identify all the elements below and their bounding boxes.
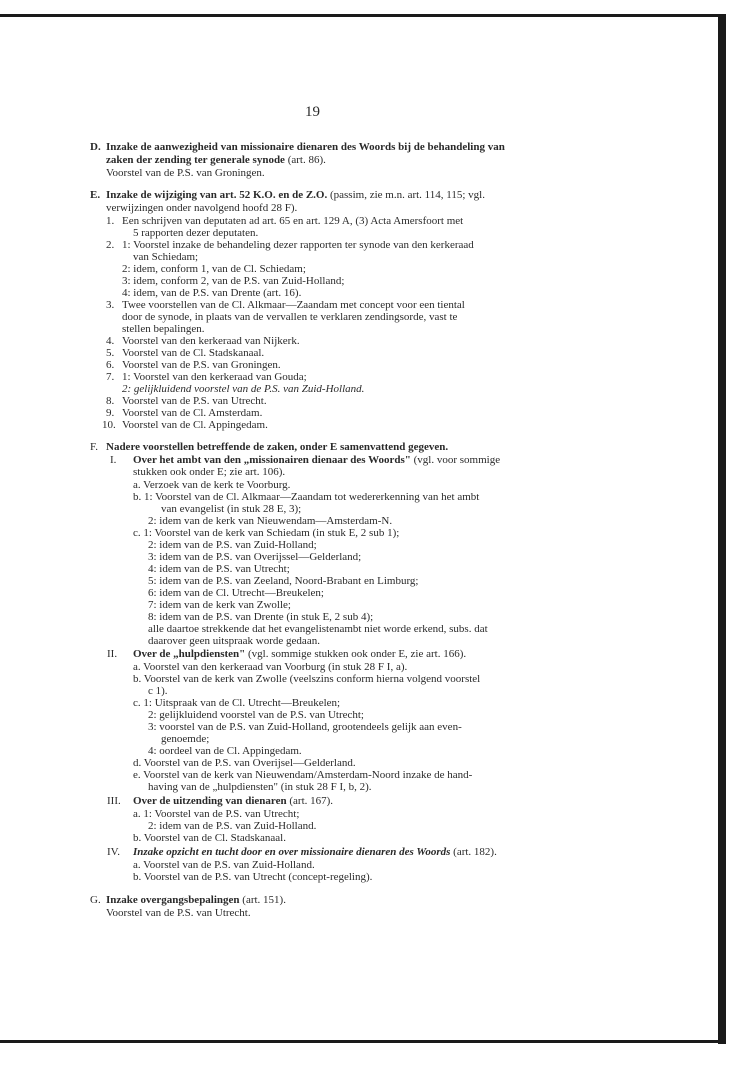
e-item-text: door de synode, in plaats van de vervallen te verklaren zendingsorde, vast te [122, 311, 458, 323]
f-i-title-line2: stukken ook onder E; zie art. 106). [133, 466, 286, 478]
e-item-text: 2: idem, conform 1, van de Cl. Schiedam; [122, 263, 306, 275]
section-e-title-line2: verwijzingen onder navolgend hoofd 28 F). [106, 202, 298, 214]
e-item-text: 4: idem, van de P.S. van Drente (art. 16). [122, 287, 302, 299]
f-ii-line: 4: oordeel van de Cl. Appingedam. [148, 745, 302, 757]
scan-border-top [0, 14, 722, 17]
f-i-roman: I. [110, 454, 117, 466]
f-i-line: 5: idem van de P.S. van Zeeland, Noord-Brabant en Limburg; [148, 575, 419, 587]
e-item-text: 1: Voorstel van den kerkeraad van Gouda; [122, 371, 307, 383]
f-ii-line: c 1). [148, 685, 168, 697]
e-item-num: 5. [106, 347, 115, 359]
f-ii-line: genoemde; [161, 733, 210, 745]
e-item-num: 4. [106, 335, 115, 347]
f-i-line: a. Verzoek van de kerk te Voorburg. [133, 479, 291, 491]
f-iii-line: 2: idem van de P.S. van Zuid-Holland. [148, 820, 317, 832]
f-i-title: Over het ambt van den „missionairen dienaar des Woords" (vgl. voor sommige [133, 454, 501, 466]
scan-border-right [718, 14, 726, 1044]
f-i-line: 2: idem van de P.S. van Zuid-Holland; [148, 539, 317, 551]
e-item-num: 7. [106, 371, 115, 383]
section-f-title: Nadere voorstellen betreffende de zaken, onder E samenvattend gegeven. [106, 441, 449, 453]
section-e-title: Inzake de wijziging van art. 52 K.O. en de Z.O. (passim, zie m.n. art. 114, 115; vgl. [106, 189, 485, 201]
section-g-title: Inzake overgangsbepalingen (art. 151). [106, 894, 286, 906]
section-d-title: Inzake de aanwezigheid van missionaire dienaren des Woords bij de behandeling van [106, 141, 505, 153]
section-d-letter: D. [90, 141, 101, 153]
f-i-line: 4: idem van de P.S. van Utrecht; [148, 563, 290, 575]
e-item-num: 8. [106, 395, 115, 407]
scan-border-bottom [0, 1040, 726, 1043]
section-f-letter: F. [90, 441, 98, 453]
f-iii-title: Over de uitzending van dienaren (art. 167). [133, 795, 334, 807]
e-item-num: 9. [106, 407, 115, 419]
f-iv-title: Inzake opzicht en tucht door en over missionaire dienaren des Woords (art. 182). [133, 846, 497, 858]
f-i-line: 2: idem van de kerk van Nieuwendam—Amsterdam-N. [148, 515, 393, 527]
f-ii-line: having van de „hulpdiensten" (in stuk 28 F I, b, 2). [148, 781, 372, 793]
f-iv-line: a. Voorstel van de P.S. van Zuid-Holland. [133, 859, 315, 871]
f-ii-line: e. Voorstel van de kerk van Nieuwendam/Amsterdam-Noord inzake de hand- [133, 769, 473, 781]
e-item-num: 3. [106, 299, 115, 311]
f-i-line: 6: idem van de Cl. Utrecht—Breukelen; [148, 587, 324, 599]
f-i-line: daarover geen uitspraak worde gedaan. [148, 635, 320, 647]
e-item-text: 5 rapporten dezer deputaten. [133, 227, 259, 239]
section-g-letter: G. [90, 894, 101, 906]
e-item-num: 1. [106, 215, 115, 227]
f-i-line: 7: idem van de kerk van Zwolle; [148, 599, 291, 611]
f-i-line: 3: idem van de P.S. van Overijssel—Gelderland; [148, 551, 362, 563]
f-i-line: van evangelist (in stuk 28 E, 3); [161, 503, 302, 515]
e-item-text: 3: idem, conform 2, van de P.S. van Zuid-Holland; [122, 275, 345, 287]
f-ii-line: b. Voorstel van de kerk van Zwolle (veelszins conform hierna volgend voorstel [133, 673, 481, 685]
f-i-line: b. 1: Voorstel van de Cl. Alkmaar—Zaandam tot wedererkenning van het ambt [133, 491, 480, 503]
section-e-letter: E. [90, 189, 101, 201]
page-number: 19 [305, 104, 320, 120]
f-ii-title: Over de „hulpdiensten" (vgl. sommige stukken ook onder E, zie art. 166). [133, 648, 467, 660]
section-g-line: Voorstel van de P.S. van Utrecht. [106, 907, 251, 919]
e-item-text: Twee voorstellen van de Cl. Alkmaar—Zaandam met concept voor een tiental [122, 299, 465, 311]
f-ii-line: a. Voorstel van den kerkeraad van Voorburg (in stuk 28 F I, a). [133, 661, 408, 673]
f-ii-line: 3: voorstel van de P.S. van Zuid-Holland, grootendeels gelijk aan even- [148, 721, 462, 733]
e-item-text: van Schiedam; [133, 251, 199, 263]
f-ii-line: 2: gelijkluidend voorstel van de P.S. van Utrecht; [148, 709, 364, 721]
e-item-num: 6. [106, 359, 115, 371]
e-item-text: Voorstel van den kerkeraad van Nijkerk. [122, 335, 300, 347]
f-iv-roman: IV. [107, 846, 120, 858]
e-item-text: Een schrijven van deputaten ad art. 65 en art. 129 A, (3) Acta Amersfoort met [122, 215, 464, 227]
section-d-title-line2: zaken der zending ter generale synode (art. 86). [106, 154, 326, 166]
f-iii-line: b. Voorstel van de Cl. Stadskanaal. [133, 832, 286, 844]
section-d-line: Voorstel van de P.S. van Groningen. [106, 167, 265, 179]
e-item-num: 2. [106, 239, 115, 251]
e-item-text: Voorstel van de Cl. Amsterdam. [122, 407, 263, 419]
e-item-num: 10. [102, 419, 116, 431]
f-iii-roman: III. [107, 795, 121, 807]
e-item-text: Voorstel van de Cl. Appingedam. [122, 419, 268, 431]
f-ii-roman: II. [107, 648, 118, 660]
f-i-line: alle daartoe strekkende dat het evangelistenambt niet worde erkend, subs. dat [148, 623, 488, 635]
e-item-text: Voorstel van de P.S. van Groningen. [122, 359, 281, 371]
f-ii-line: c. 1: Uitspraak van de Cl. Utrecht—Breukelen; [133, 697, 341, 709]
e-item-text: 2: gelijkluidend voorstel van de P.S. van Zuid-Holland. [122, 383, 365, 395]
e-item-text: Voorstel van de P.S. van Utrecht. [122, 395, 267, 407]
f-iii-line: a. 1: Voorstel van de P.S. van Utrecht; [133, 808, 300, 820]
f-i-line: c. 1: Voorstel van de kerk van Schiedam (in stuk E, 2 sub 1); [133, 527, 400, 539]
e-item-text: 1: Voorstel inzake de behandeling dezer rapporten ter synode van den kerkeraad [122, 239, 474, 251]
f-i-line: 8: idem van de P.S. van Drente (in stuk E, 2 sub 4); [148, 611, 374, 623]
f-iv-line: b. Voorstel van de P.S. van Utrecht (concept-regeling). [133, 871, 373, 883]
e-item-text: stellen bepalingen. [122, 323, 205, 335]
f-ii-line: d. Voorstel van de P.S. van Overijsel—Gelderland. [133, 757, 356, 769]
e-item-text: Voorstel van de Cl. Stadskanaal. [122, 347, 265, 359]
